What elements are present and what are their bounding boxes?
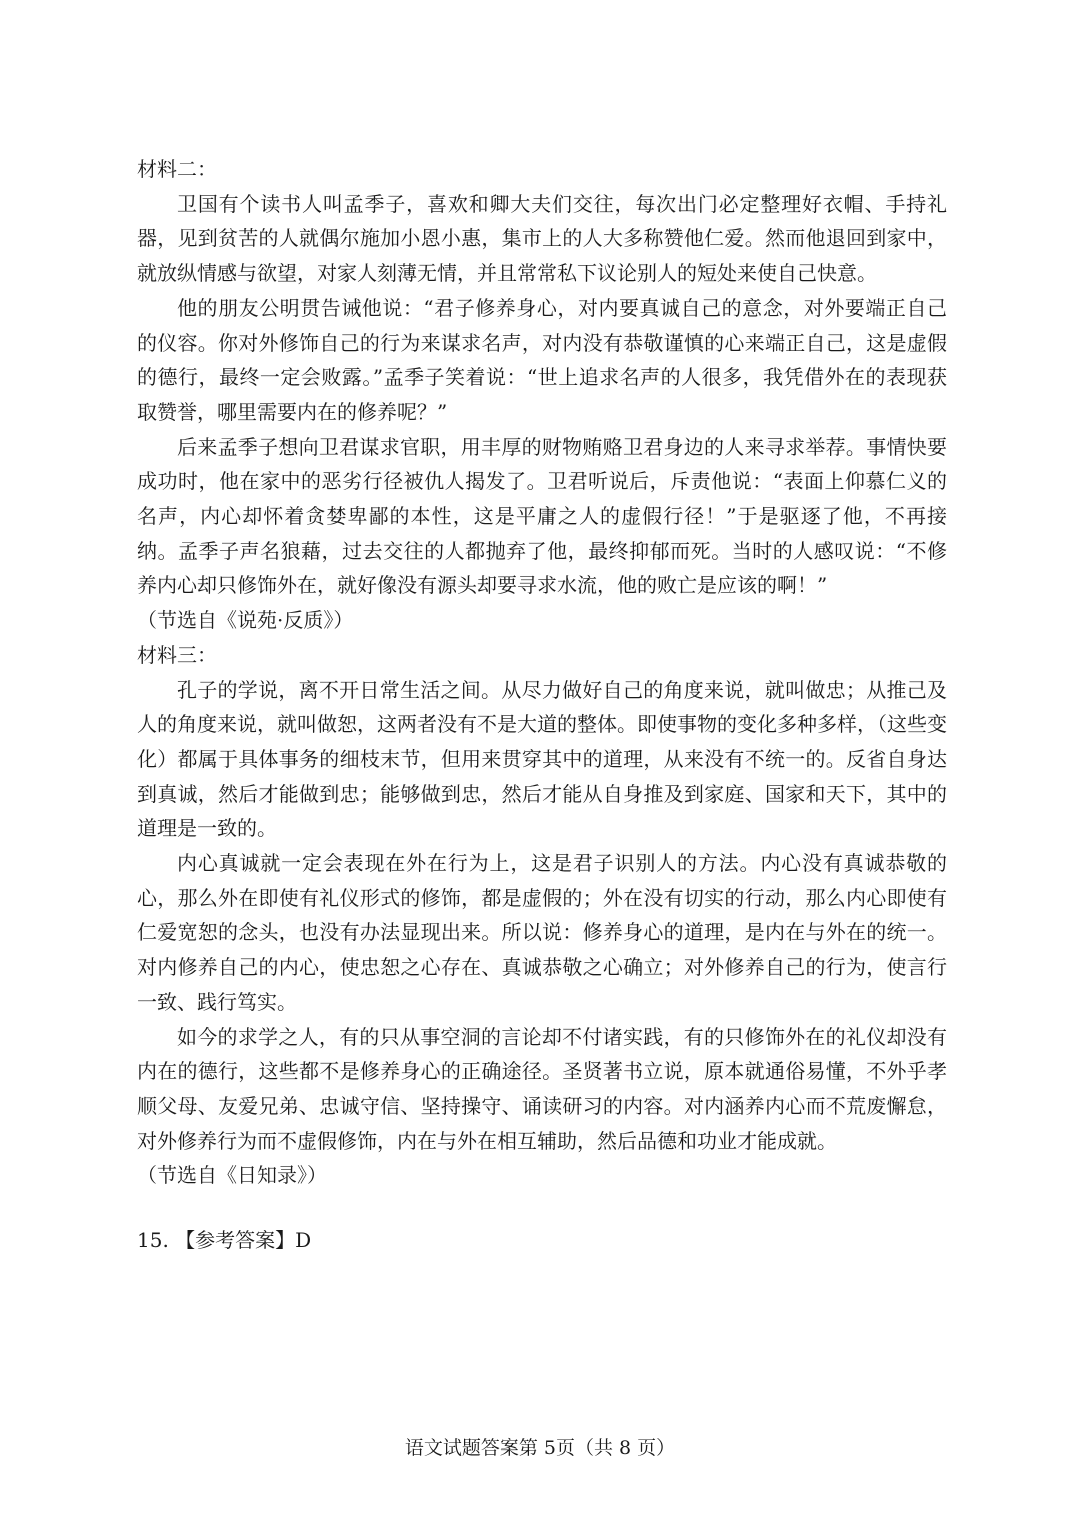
material3-paragraph-3: 如今的求学之人，有的只从事空洞的言论却不付诸实践，有的只修饰外在的礼仪却没有内在的德行，这些都不是修养身心的正确途径。圣贤著书立说，原本就通俗易懂，不外乎孝顺父母、友爱兄弟、忠诚守信、坚持操守、诵读研习的内容。对内涵养内心而不荒废懈怠，对外修养行为而不虚假修饰，内在与外在相互辅助，然后品德和功业才能成就。 <box>137 1024 947 1153</box>
answer-line: 15. 【参考答案】D <box>137 1228 312 1253</box>
material2-source: （节选自《说苑·反质》） <box>137 608 354 633</box>
material3-paragraph-2: 内心真诚就一定会表现在外在行为上，这是君子识别人的方法。内心没有真诚恭敬的心，那么外在即使有礼仪形式的修饰，都是虚假的；外在没有切实的行动，那么内心即使有仁爱宽恕的念头，也没有办法显现出来。所以说：修养身心的道理，是内在与外在的统一。对内修养自己的内心，使忠恕之心存在、真诚恭敬之心确立；对外修养自己的行为，使言行一致、践行笃实。 <box>137 851 947 1014</box>
material3-heading: 材料三： <box>137 642 217 667</box>
material3-source: （节选自《日知录》） <box>137 1163 327 1188</box>
page-content <box>137 152 947 1258</box>
material2-heading: 材料二： <box>137 157 217 181</box>
material2-paragraph-3: 后来孟季子想向卫君谋求官职，用丰厚的财物贿赂卫君身边的人来寻求举荐。事情快要成功时，他在家中的恶劣行径被仇人揭发了。卫君听说后，斥责他说：“表面上仰慕仁义的名声，内心却怀着贪婪卑鄙的本性，这是平庸之人的虚假行径！”于是驱逐了他，不再接纳。孟季子声名狼藉，过去交往的人都抛弃了他，最终抑郁而死。当时的人感叹说：“不修养内心却只修饰外在，就好像没有源头却要寻求水流，他的败亡是应该的啊！” <box>137 434 947 598</box>
page-footer: 语文试题答案第 5页（共 8 页） <box>404 1437 676 1459</box>
material2-paragraph-2: 他的朋友公明贯告诫他说：“君子修养身心，对内要真诚自己的意念，对外要端正自己的仪容。你对外修饰自己的行为来谋求名声，对内没有恭敬谨慎的心来端正自己，这是虚假的德行，最终一定会败露。”孟季子笑着说：“世上追求名声的人很多，我凭借外在的表现获取赞誉，哪里需要内在的修养呢？” <box>137 295 947 424</box>
material3-paragraph-1: 孔子的学说，离不开日常生活之间。从尽力做好自己的角度来说，就叫做忠；从推己及人的角度来说，就叫做恕，这两者没有不是大道的整体。即使事物的变化多种多样，（这些变化）都属于具体事务的细枝末节，但用来贯穿其中的道理，从来没有不统一的。反省自身达到真诚，然后才能做到忠；能够做到忠，然后才能从自身推及到家庭、国家和天下，其中的道理是一致的。 <box>137 677 947 841</box>
material2-paragraph-1: 卫国有个读书人叫孟季子，喜欢和卿大夫们交往，每次出门必定整理好衣帽、手持礼器，见到贫苦的人就偶尔施加小恩小惠，集市上的人大多称赞他仁爱。然而他退回到家中，就放纵情感与欲望，对家人刻薄无情，并且常常私下议论别人的短处来使自己快意。 <box>137 191 947 286</box>
